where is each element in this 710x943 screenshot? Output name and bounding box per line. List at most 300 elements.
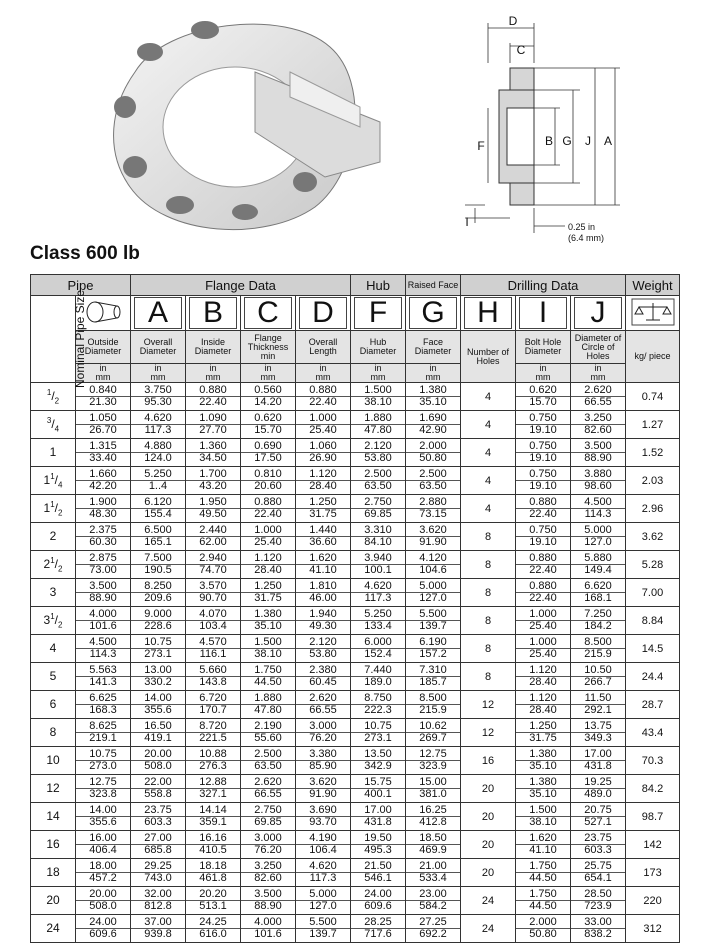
cell-od: 0.840 21.30 <box>76 383 131 411</box>
cell-c: 1.250 31.75 <box>241 579 296 607</box>
cell-j: 23.75 603.3 <box>571 831 626 859</box>
cell-holes: 4 <box>461 495 516 523</box>
table-row <box>31 663 680 691</box>
letter-G: G <box>406 296 461 331</box>
cell-i: 0.750 19.10 <box>516 523 571 551</box>
unit-cell: in mm <box>351 364 406 383</box>
letter-J: J <box>571 296 626 331</box>
cell-d: 1.940 49.30 <box>296 607 351 635</box>
nps-cell: 16 <box>31 831 76 859</box>
cell-holes: 24 <box>461 887 516 915</box>
cell-f: 8.750 222.3 <box>351 691 406 719</box>
table-row <box>31 523 680 551</box>
cell-a: 29.25 743.0 <box>131 859 186 887</box>
cell-od: 18.00 457.2 <box>76 859 131 887</box>
label-outside: Outside Diameter <box>76 331 131 364</box>
cell-d: 5.000 127.0 <box>296 887 351 915</box>
cell-b: 12.88 327.1 <box>186 775 241 803</box>
unit-cell: in mm <box>571 364 626 383</box>
cell-b: 1.360 34.50 <box>186 439 241 467</box>
cell-j: 5.880 149.4 <box>571 551 626 579</box>
cell-od: 1.050 26.70 <box>76 411 131 439</box>
nps-cell: 3 <box>31 579 76 607</box>
cell-g: 23.00 584.2 <box>406 887 461 915</box>
nps-cell: 4 <box>31 635 76 663</box>
cell-f: 3.310 84.10 <box>351 523 406 551</box>
cell-b: 18.18 461.8 <box>186 859 241 887</box>
cell-b: 24.25 616.0 <box>186 915 241 943</box>
cell-holes: 8 <box>461 607 516 635</box>
cell-f: 19.50 495.3 <box>351 831 406 859</box>
cell-b: 6.720 170.7 <box>186 691 241 719</box>
cell-c: 1.750 44.50 <box>241 663 296 691</box>
cell-weight: 70.3 <box>626 747 680 775</box>
cell-holes: 8 <box>461 635 516 663</box>
unit-cell: in mm <box>76 364 131 383</box>
cell-holes: 12 <box>461 691 516 719</box>
cell-g: 3.620 91.90 <box>406 523 461 551</box>
label-row <box>31 331 680 364</box>
cell-b: 0.880 22.40 <box>186 383 241 411</box>
cell-j: 33.00 838.2 <box>571 915 626 943</box>
cell-c: 2.620 66.55 <box>241 775 296 803</box>
cell-a: 22.00 558.8 <box>131 775 186 803</box>
label-F: Hub Diameter <box>351 331 406 364</box>
cell-i: 1.000 25.40 <box>516 635 571 663</box>
cell-od: 6.625 168.3 <box>76 691 131 719</box>
cell-od: 16.00 406.4 <box>76 831 131 859</box>
cell-a: 20.00 508.0 <box>131 747 186 775</box>
cell-d: 1.440 36.60 <box>296 523 351 551</box>
letter-F: F <box>351 296 406 331</box>
cell-c: 1.120 28.40 <box>241 551 296 579</box>
cell-c: 1.000 25.40 <box>241 523 296 551</box>
cell-a: 6.500 165.1 <box>131 523 186 551</box>
cell-j: 19.25 489.0 <box>571 775 626 803</box>
cell-a: 32.00 812.8 <box>131 887 186 915</box>
table-row <box>31 719 680 747</box>
cell-od: 3.500 88.90 <box>76 579 131 607</box>
cell-b: 4.070 103.4 <box>186 607 241 635</box>
table-row <box>31 691 680 719</box>
unit-cell: in mm <box>406 364 461 383</box>
cell-d: 3.690 93.70 <box>296 803 351 831</box>
cell-i: 0.880 22.40 <box>516 495 571 523</box>
nps-cell: 24 <box>31 915 76 943</box>
cell-c: 3.250 82.60 <box>241 859 296 887</box>
table-row <box>31 467 680 495</box>
cell-weight: 43.4 <box>626 719 680 747</box>
cell-holes: 12 <box>461 719 516 747</box>
cell-holes: 20 <box>461 803 516 831</box>
cell-d: 1.120 28.40 <box>296 467 351 495</box>
nps-cell: 14 <box>31 803 76 831</box>
cell-a: 4.620 117.3 <box>131 411 186 439</box>
cell-i: 1.750 44.50 <box>516 887 571 915</box>
cell-a: 7.500 190.5 <box>131 551 186 579</box>
cell-od: 2.375 60.30 <box>76 523 131 551</box>
table-row <box>31 495 680 523</box>
cell-j: 11.50 292.1 <box>571 691 626 719</box>
cell-od: 1.660 42.20 <box>76 467 131 495</box>
nps-cell: 18 <box>31 859 76 887</box>
label-G: Face Diameter <box>406 331 461 364</box>
cell-holes: 8 <box>461 551 516 579</box>
nps-cell: 1 <box>31 439 76 467</box>
dim-I: I <box>465 215 469 229</box>
cell-d: 1.620 41.10 <box>296 551 351 579</box>
cell-od: 5.563 141.3 <box>76 663 131 691</box>
dimension-drawing <box>455 8 695 246</box>
cell-b: 20.20 513.1 <box>186 887 241 915</box>
cell-holes: 4 <box>461 467 516 495</box>
cell-holes: 16 <box>461 747 516 775</box>
cell-j: 28.50 723.9 <box>571 887 626 915</box>
cell-weight: 2.03 <box>626 467 680 495</box>
nps-cell: $^3/_4$ <box>31 411 76 439</box>
cell-i: 0.880 22.40 <box>516 551 571 579</box>
letter-C: C <box>241 296 296 331</box>
cell-od: 12.75 323.8 <box>76 775 131 803</box>
table-row <box>31 579 680 607</box>
cell-weight: 24.4 <box>626 663 680 691</box>
cell-holes: 8 <box>461 663 516 691</box>
page-title: Class 600 lb <box>30 243 140 264</box>
label-B: Inside Diameter <box>186 331 241 364</box>
cell-c: 4.000 101.6 <box>241 915 296 943</box>
cell-holes: 4 <box>461 439 516 467</box>
cell-i: 1.250 31.75 <box>516 719 571 747</box>
cell-j: 3.500 88.90 <box>571 439 626 467</box>
cell-d: 1.060 26.90 <box>296 439 351 467</box>
clearance-mm: (6.4 mm) <box>568 233 604 243</box>
nps-cell: 8 <box>31 719 76 747</box>
label-C: Flange Thickness min <box>241 331 296 364</box>
cell-d: 2.620 66.55 <box>296 691 351 719</box>
unit-cell: in mm <box>296 364 351 383</box>
cell-weight: 2.96 <box>626 495 680 523</box>
letter-D: D <box>296 296 351 331</box>
cell-g: 15.00 381.0 <box>406 775 461 803</box>
cell-j: 8.500 215.9 <box>571 635 626 663</box>
cell-f: 1.500 38.10 <box>351 383 406 411</box>
cell-b: 16.16 410.5 <box>186 831 241 859</box>
cell-i: 1.000 25.40 <box>516 607 571 635</box>
cell-weight: 5.28 <box>626 551 680 579</box>
cell-i: 1.120 28.40 <box>516 691 571 719</box>
cell-g: 16.25 412.8 <box>406 803 461 831</box>
cell-od: 1.900 48.30 <box>76 495 131 523</box>
cell-a: 5.250 1..4 <box>131 467 186 495</box>
cell-g: 12.75 323.9 <box>406 747 461 775</box>
cell-holes: 20 <box>461 831 516 859</box>
clearance-in: 0.25 in <box>568 222 596 232</box>
cell-od: 4.500 114.3 <box>76 635 131 663</box>
table-row <box>31 411 680 439</box>
cell-holes: 24 <box>461 915 516 943</box>
cell-d: 3.620 91.90 <box>296 775 351 803</box>
nps-cell: $2^1/_2$ <box>31 551 76 579</box>
cell-holes: 4 <box>461 411 516 439</box>
table-row <box>31 831 680 859</box>
cell-c: 0.690 17.50 <box>241 439 296 467</box>
cell-c: 0.810 20.60 <box>241 467 296 495</box>
cell-d: 1.250 31.75 <box>296 495 351 523</box>
unit-cell: in mm <box>516 364 571 383</box>
unit-cell: in mm <box>186 364 241 383</box>
cell-d: 2.380 60.45 <box>296 663 351 691</box>
cell-a: 14.00 355.6 <box>131 691 186 719</box>
cell-b: 1.700 43.20 <box>186 467 241 495</box>
cell-f: 3.940 100.1 <box>351 551 406 579</box>
cell-g: 7.310 185.7 <box>406 663 461 691</box>
cell-a: 13.00 330.2 <box>131 663 186 691</box>
cell-d: 3.380 85.90 <box>296 747 351 775</box>
cell-holes: 8 <box>461 523 516 551</box>
cell-i: 0.750 19.10 <box>516 439 571 467</box>
cell-weight: 312 <box>626 915 680 943</box>
cell-j: 17.00 431.8 <box>571 747 626 775</box>
cell-f: 28.25 717.6 <box>351 915 406 943</box>
cell-g: 6.190 157.2 <box>406 635 461 663</box>
unit-cell: in mm <box>131 364 186 383</box>
cell-a: 6.120 155.4 <box>131 495 186 523</box>
cell-g: 1.380 35.10 <box>406 383 461 411</box>
cell-g: 27.25 692.2 <box>406 915 461 943</box>
table-row <box>31 383 680 411</box>
group-header-row <box>31 275 680 296</box>
nps-cell: 6 <box>31 691 76 719</box>
cell-i: 0.750 19.10 <box>516 411 571 439</box>
flange-illustration <box>95 12 385 237</box>
cell-f: 2.750 69.85 <box>351 495 406 523</box>
dim-J: J <box>585 134 591 148</box>
cell-d: 1.000 25.40 <box>296 411 351 439</box>
cell-f: 17.00 431.8 <box>351 803 406 831</box>
cell-weight: 142 <box>626 831 680 859</box>
cell-i: 1.620 41.10 <box>516 831 571 859</box>
cell-i: 0.620 15.70 <box>516 383 571 411</box>
table-row <box>31 439 680 467</box>
cell-c: 1.500 38.10 <box>241 635 296 663</box>
cell-f: 13.50 342.9 <box>351 747 406 775</box>
cell-g: 18.50 469.9 <box>406 831 461 859</box>
dim-G: G <box>562 134 572 148</box>
nps-cell: $1^1/_4$ <box>31 467 76 495</box>
letter-I: I <box>516 296 571 331</box>
cell-g: 5.500 139.7 <box>406 607 461 635</box>
cell-weight: 1.27 <box>626 411 680 439</box>
table-row <box>31 775 680 803</box>
cell-b: 10.88 276.3 <box>186 747 241 775</box>
cell-b: 8.720 221.5 <box>186 719 241 747</box>
cell-j: 3.880 98.60 <box>571 467 626 495</box>
dim-F: F <box>477 139 485 153</box>
label-I: Bolt Hole Diameter <box>516 331 571 364</box>
cell-j: 5.000 127.0 <box>571 523 626 551</box>
cell-j: 2.620 66.55 <box>571 383 626 411</box>
nps-cell: 2 <box>31 523 76 551</box>
cell-c: 0.560 14.20 <box>241 383 296 411</box>
cell-weight: 173 <box>626 859 680 887</box>
cell-d: 1.810 46.00 <box>296 579 351 607</box>
letter-A: A <box>131 296 186 331</box>
cell-b: 5.660 143.8 <box>186 663 241 691</box>
cell-g: 21.00 533.4 <box>406 859 461 887</box>
nps-cell: 5 <box>31 663 76 691</box>
table-row <box>31 607 680 635</box>
cell-holes: 4 <box>461 383 516 411</box>
nps-header: Nominal Pipe Size <box>31 296 76 383</box>
unit-cell: in mm <box>241 364 296 383</box>
letter-row <box>31 296 680 331</box>
cell-holes: 20 <box>461 775 516 803</box>
cell-od: 20.00 508.0 <box>76 887 131 915</box>
group-flange: Flange Data <box>131 275 351 296</box>
cell-d: 4.620 117.3 <box>296 859 351 887</box>
table-row <box>31 803 680 831</box>
cell-i: 1.750 44.50 <box>516 859 571 887</box>
cell-weight: 84.2 <box>626 775 680 803</box>
cell-weight: 0.74 <box>626 383 680 411</box>
scale-icon <box>631 298 675 326</box>
cell-f: 4.620 117.3 <box>351 579 406 607</box>
cell-weight: 28.7 <box>626 691 680 719</box>
cell-g: 8.500 215.9 <box>406 691 461 719</box>
cell-a: 37.00 939.8 <box>131 915 186 943</box>
table-row <box>31 887 680 915</box>
cell-b: 3.570 90.70 <box>186 579 241 607</box>
cell-g: 2.880 73.15 <box>406 495 461 523</box>
group-pipe: Pipe <box>31 275 131 296</box>
cell-f: 15.75 400.1 <box>351 775 406 803</box>
cell-f: 10.75 273.1 <box>351 719 406 747</box>
cell-i: 0.750 19.10 <box>516 467 571 495</box>
cell-i: 0.880 22.40 <box>516 579 571 607</box>
cell-od: 8.625 219.1 <box>76 719 131 747</box>
nps-cell: 10 <box>31 747 76 775</box>
cell-a: 9.000 228.6 <box>131 607 186 635</box>
group-drilling: Drilling Data <box>461 275 626 296</box>
cell-f: 1.880 47.80 <box>351 411 406 439</box>
cell-i: 2.000 50.80 <box>516 915 571 943</box>
cell-od: 4.000 101.6 <box>76 607 131 635</box>
cell-j: 7.250 184.2 <box>571 607 626 635</box>
cell-a: 23.75 603.3 <box>131 803 186 831</box>
table-row <box>31 551 680 579</box>
group-hub: Hub <box>351 275 406 296</box>
cell-f: 6.000 152.4 <box>351 635 406 663</box>
cell-a: 10.75 273.1 <box>131 635 186 663</box>
data-rows <box>31 383 680 943</box>
label-H: Number of Holes <box>461 331 516 383</box>
cell-a: 27.00 685.8 <box>131 831 186 859</box>
cell-holes: 8 <box>461 579 516 607</box>
cell-c: 3.500 88.90 <box>241 887 296 915</box>
dim-A: A <box>603 134 613 148</box>
cell-g: 2.000 50.80 <box>406 439 461 467</box>
table-row <box>31 747 680 775</box>
cell-od: 2.875 73.00 <box>76 551 131 579</box>
cell-f: 2.500 63.50 <box>351 467 406 495</box>
cell-j: 13.75 349.3 <box>571 719 626 747</box>
cell-weight: 7.00 <box>626 579 680 607</box>
scale-icon-cell <box>626 296 680 331</box>
cell-b: 2.440 62.00 <box>186 523 241 551</box>
cell-a: 8.250 209.6 <box>131 579 186 607</box>
cell-weight: 3.62 <box>626 523 680 551</box>
nps-cell: $^1/_2$ <box>31 383 76 411</box>
cell-f: 21.50 546.1 <box>351 859 406 887</box>
label-D: Overall Length <box>296 331 351 364</box>
cell-od: 14.00 355.6 <box>76 803 131 831</box>
nps-cell: $1^1/_2$ <box>31 495 76 523</box>
cell-f: 5.250 133.4 <box>351 607 406 635</box>
dim-B: B <box>544 134 554 148</box>
cell-j: 25.75 654.1 <box>571 859 626 887</box>
label-kg: kg/ piece <box>626 331 680 383</box>
label-A: Overall Diameter <box>131 331 186 364</box>
pipe-icon <box>81 298 125 326</box>
table-row <box>31 859 680 887</box>
cell-weight: 14.5 <box>626 635 680 663</box>
nps-cell: 20 <box>31 887 76 915</box>
cell-i: 1.120 28.40 <box>516 663 571 691</box>
cell-c: 2.500 63.50 <box>241 747 296 775</box>
cell-i: 1.380 35.10 <box>516 747 571 775</box>
cell-c: 1.380 35.10 <box>241 607 296 635</box>
cell-g: 2.500 63.50 <box>406 467 461 495</box>
spec-table <box>30 274 680 943</box>
unit-row <box>31 364 680 383</box>
cell-weight: 8.84 <box>626 607 680 635</box>
cell-a: 3.750 95.30 <box>131 383 186 411</box>
cell-b: 2.940 74.70 <box>186 551 241 579</box>
cell-d: 5.500 139.7 <box>296 915 351 943</box>
cell-g: 10.62 269.7 <box>406 719 461 747</box>
cell-g: 5.000 127.0 <box>406 579 461 607</box>
cell-b: 1.090 27.70 <box>186 411 241 439</box>
cell-b: 14.14 359.1 <box>186 803 241 831</box>
cell-od: 1.315 33.40 <box>76 439 131 467</box>
cell-j: 10.50 266.7 <box>571 663 626 691</box>
nps-cell: 12 <box>31 775 76 803</box>
dim-D: D <box>508 14 518 28</box>
cell-d: 0.880 22.40 <box>296 383 351 411</box>
cell-b: 4.570 116.1 <box>186 635 241 663</box>
cell-j: 4.500 114.3 <box>571 495 626 523</box>
cell-c: 0.620 15.70 <box>241 411 296 439</box>
cell-c: 1.880 47.80 <box>241 691 296 719</box>
cell-c: 0.880 22.40 <box>241 495 296 523</box>
cell-f: 2.120 53.80 <box>351 439 406 467</box>
cell-c: 2.190 55.60 <box>241 719 296 747</box>
cell-c: 3.000 76.20 <box>241 831 296 859</box>
cell-d: 4.190 106.4 <box>296 831 351 859</box>
cell-c: 2.750 69.85 <box>241 803 296 831</box>
cell-a: 4.880 124.0 <box>131 439 186 467</box>
cell-d: 2.120 53.80 <box>296 635 351 663</box>
cell-i: 1.380 35.10 <box>516 775 571 803</box>
cell-od: 24.00 609.6 <box>76 915 131 943</box>
label-J: Diameter of Circle of Holes <box>571 331 626 364</box>
cell-weight: 220 <box>626 887 680 915</box>
cell-j: 6.620 168.1 <box>571 579 626 607</box>
letter-B: B <box>186 296 241 331</box>
cell-a: 16.50 419.1 <box>131 719 186 747</box>
table-row <box>31 915 680 943</box>
nps-cell: $3^1/_2$ <box>31 607 76 635</box>
